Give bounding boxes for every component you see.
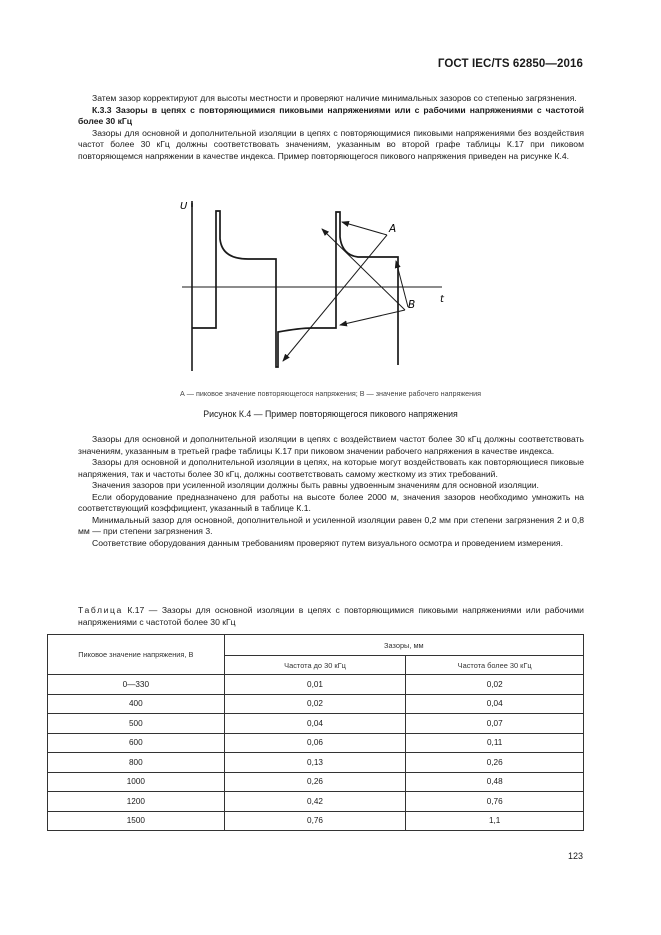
cell-high: 0,04 [406,694,584,714]
paragraph: Зазоры для основной и дополнительной изоляции в цепях, на которые могут воздействовать как повторяющиеся пиковые напряжения, так и частоты более 30 кГц, должны соответствовать самому жесткому из этих требований. [78,457,584,479]
table-row [48,792,584,812]
paragraph: Значения зазоров при усиленной изоляции должны быть равны удвоенным значениям для основной изоляции. [92,480,539,490]
cell-low: 0,04 [224,714,406,734]
cell-high: 0,48 [406,772,584,792]
paragraph: Минимальный зазор для основной, дополнительной и усиленной изоляции равен 0,2 мм при степени загрязнения 2 и 0,8 мм — при степени загрязнения 3. [78,514,584,536]
cell-voltage: 1500 [48,811,225,831]
cell-voltage: 500 [48,714,225,734]
table-row [48,733,584,753]
cell-low: 0,76 [224,811,406,831]
cell-voltage: 800 [48,753,225,773]
figure-legend: А — пиковое значение повторяющегося напряжения; В — значение рабочего напряжения [179,389,482,398]
waveform-figure [170,195,460,385]
column-header-voltage: Пиковое значение напряжения, В [48,635,225,675]
cell-low: 0,26 [224,772,406,792]
arrow-a-top [342,222,387,235]
table-title-prefix: Таблица [78,605,123,615]
paragraph: Если оборудование предназначено для работы на высоте более 2000 м, значения зазоров необходимо умножить на соответствующий коэффициент, указанный в таблице К.1. [78,491,584,513]
t-axis-label: t [440,294,444,305]
cell-high: 0,07 [406,714,584,734]
column-header-low-frequency: Частота до 30 кГц [224,656,406,675]
waveform [192,211,398,367]
cell-low: 0,42 [224,792,406,812]
table-row [48,714,584,734]
paragraph: Затем зазор корректируют для высоты местности и проверяют наличие минимальных зазоров со степенью загрязнения. [92,93,577,103]
cell-voltage: 1200 [48,792,225,812]
table-title-text: К.17 — Зазоры для основной изоляции в цепях с повторяющимися пиковыми напряжениями или рабочими напряжениями с частотой более 30 кГц [78,605,584,627]
arrow-b-bottom [340,310,405,325]
cell-low: 0,02 [224,694,406,714]
page-number: 123 [567,851,583,861]
marker-a: A [389,223,397,235]
column-header-high-frequency: Частота более 30 кГц [406,656,584,675]
table-title [78,605,584,628]
column-header-clearances: Зазоры, мм [224,635,583,656]
table-row [48,753,584,773]
arrow-b-diagonal [322,229,405,310]
middle-text-block [78,434,584,549]
cell-low: 0,13 [224,753,406,773]
clearance-table [47,634,584,831]
marker-b: B [408,299,416,311]
cell-high: 0,26 [406,753,584,773]
paragraph: Зазоры для основной и дополнительной изоляции в цепях с повторяющимися пиковыми напряжениями без воздействия частот более 30 кГц должны соответствовать значениям, указанным во второй графе таблицы К.17 при пиковом повторяющемся напряжении в качестве индекса. Пример повторяющегося пикового напряжения приведен на рисунке К.4. [78,127,584,161]
top-text-block [78,93,584,162]
cell-voltage: 600 [48,733,225,753]
cell-low: 0,01 [224,675,406,695]
cell-low: 0,06 [224,733,406,753]
paragraph: Соответствие оборудования данным требованиям проверяют путем визуального осмотра и проведением измерения. [92,537,563,548]
cell-high: 0,11 [406,733,584,753]
cell-voltage: 0—330 [48,675,225,695]
table-row [48,772,584,792]
u-axis-label: U [180,201,188,212]
table-row [48,811,584,831]
table-row [48,694,584,714]
table-row [48,675,584,695]
standard-code: ГОСТ IEC/TS 62850—2016 [437,58,583,70]
cell-high: 0,02 [406,675,584,695]
figure-caption: Рисунок К.4 — Пример повторяющегося пикового напряжения [203,409,458,419]
arrow-a-diagonal [283,235,387,361]
cell-high: 0,76 [406,792,584,812]
cell-voltage: 1000 [48,772,225,792]
cell-high: 1,1 [406,811,584,831]
cell-voltage: 400 [48,694,225,714]
section-heading: К.3.3 Зазоры в цепях с повторяющимися пиковыми напряжениями или с рабочими напряжениями с частотой более 30 кГц [78,104,584,126]
paragraph: Зазоры для основной и дополнительной изоляции в цепях с воздействием частот более 30 кГц должны соответствовать значениям, указанным в третьей графе таблицы К.17 при пиковом значении рабочего напряжения в качестве индекса. [78,434,584,456]
